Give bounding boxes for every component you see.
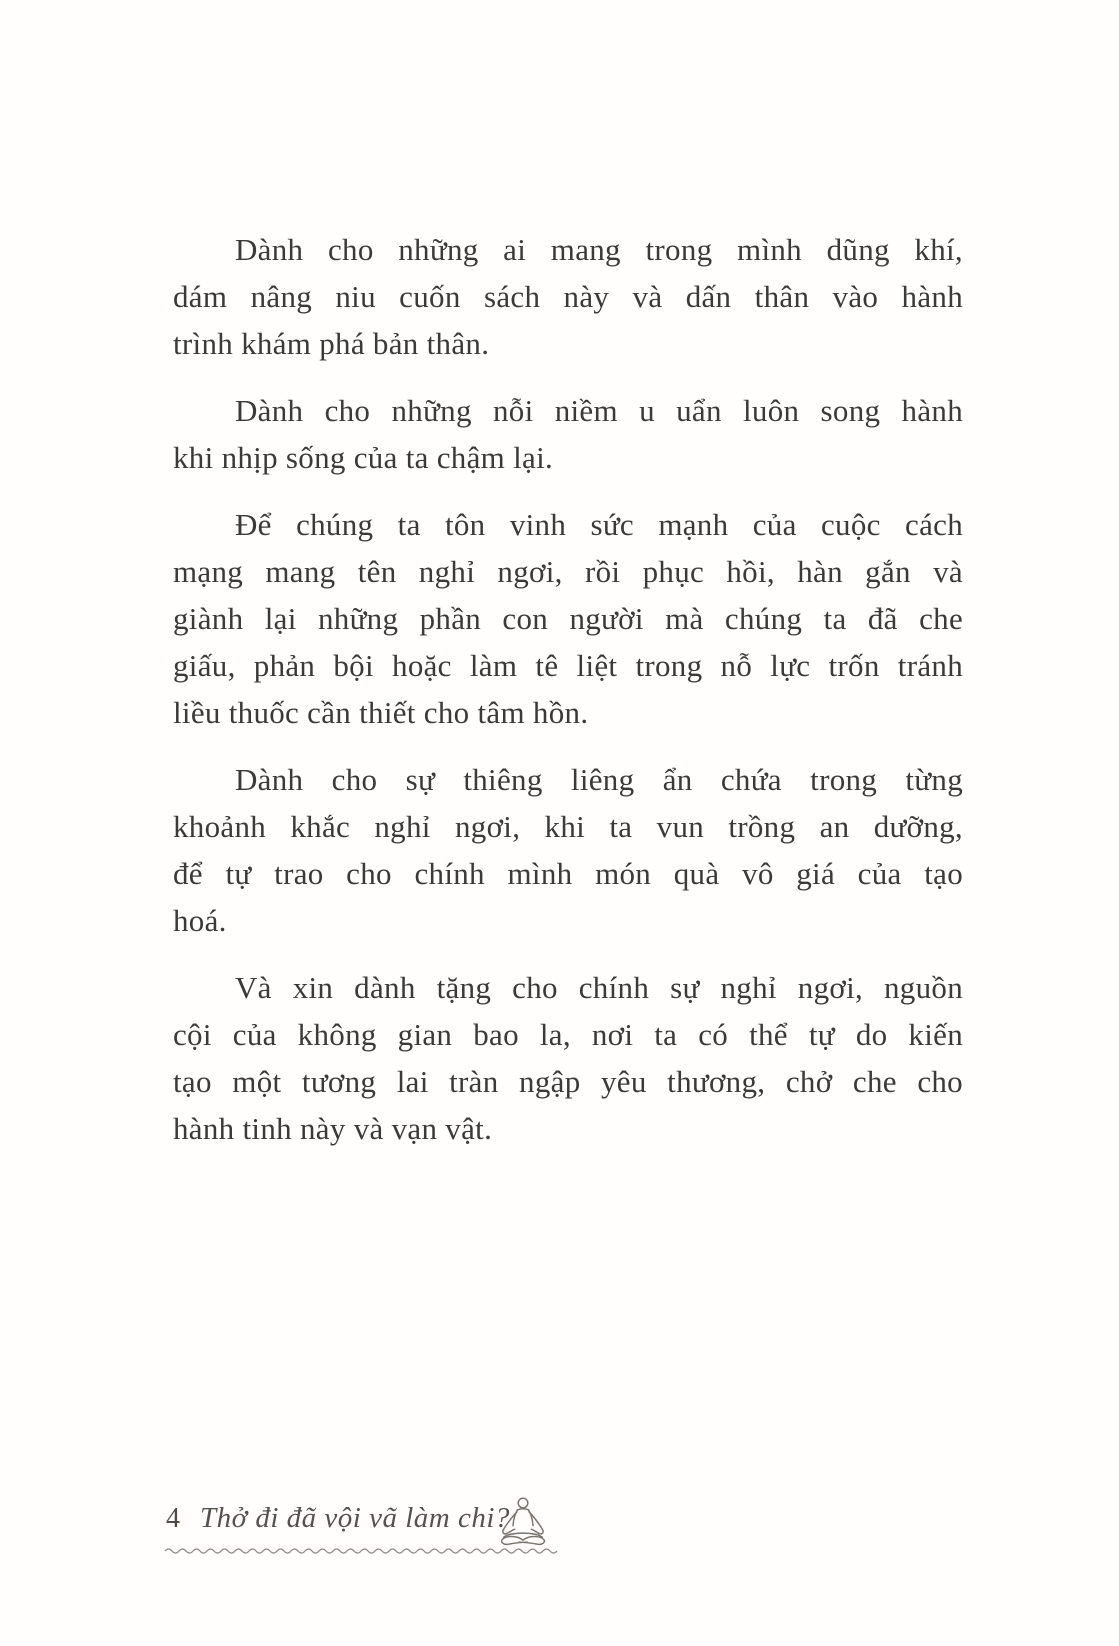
dedication-text bbox=[173, 226, 963, 1152]
text-line: tạo một tương lai tràn ngập yêu thương, chở che cho bbox=[173, 1064, 963, 1099]
text-line: Dành cho sự thiêng liêng ẩn chứa trong từng bbox=[235, 762, 963, 797]
text-line: cội của không gian bao la, nơi ta có thể tự do kiến bbox=[173, 1017, 963, 1052]
page-number: 4 bbox=[166, 1503, 180, 1534]
wavy-divider bbox=[164, 1545, 560, 1555]
text-line: để tự trao cho chính mình món quà vô giá của tạo bbox=[173, 856, 963, 891]
text-line: khoảnh khắc nghỉ ngơi, khi ta vun trồng an dưỡng, bbox=[173, 809, 963, 844]
text-line: Và xin dành tặng cho chính sự nghỉ ngơi, nguồn bbox=[235, 970, 963, 1005]
text-line: Dành cho những nỗi niềm u uẩn luôn song hành bbox=[235, 393, 963, 428]
text-line: dám nâng niu cuốn sách này và dấn thân vào hành bbox=[173, 279, 963, 314]
running-title: Thở đi đã vội vã làm chi? bbox=[200, 1502, 510, 1534]
paragraph bbox=[173, 756, 963, 944]
text-line: giành lại những phần con người mà chúng ta đã che bbox=[173, 601, 963, 636]
text-line: trình khám phá bản thân. bbox=[173, 326, 490, 361]
paragraph bbox=[173, 387, 963, 481]
meditating-person-icon bbox=[494, 1497, 552, 1547]
text-line: Để chúng ta tôn vinh sức mạnh của cuộc cách bbox=[235, 507, 963, 542]
text-line: liều thuốc cần thiết cho tâm hồn. bbox=[173, 695, 589, 730]
text-line: giấu, phản bội hoặc làm tê liệt trong nỗ lực trốn tránh bbox=[173, 648, 963, 683]
paragraph bbox=[173, 964, 963, 1152]
text-line: hành tinh này và vạn vật. bbox=[173, 1111, 493, 1146]
text-line: mạng mang tên nghỉ ngơi, rồi phục hồi, hàn gắn và bbox=[173, 554, 963, 589]
text-line: khi nhịp sống của ta chậm lại. bbox=[173, 440, 554, 475]
paragraph bbox=[173, 226, 963, 367]
text-line: hoá. bbox=[173, 903, 227, 938]
paragraph bbox=[173, 501, 963, 736]
text-line: Dành cho những ai mang trong mình dũng khí, bbox=[235, 232, 963, 267]
